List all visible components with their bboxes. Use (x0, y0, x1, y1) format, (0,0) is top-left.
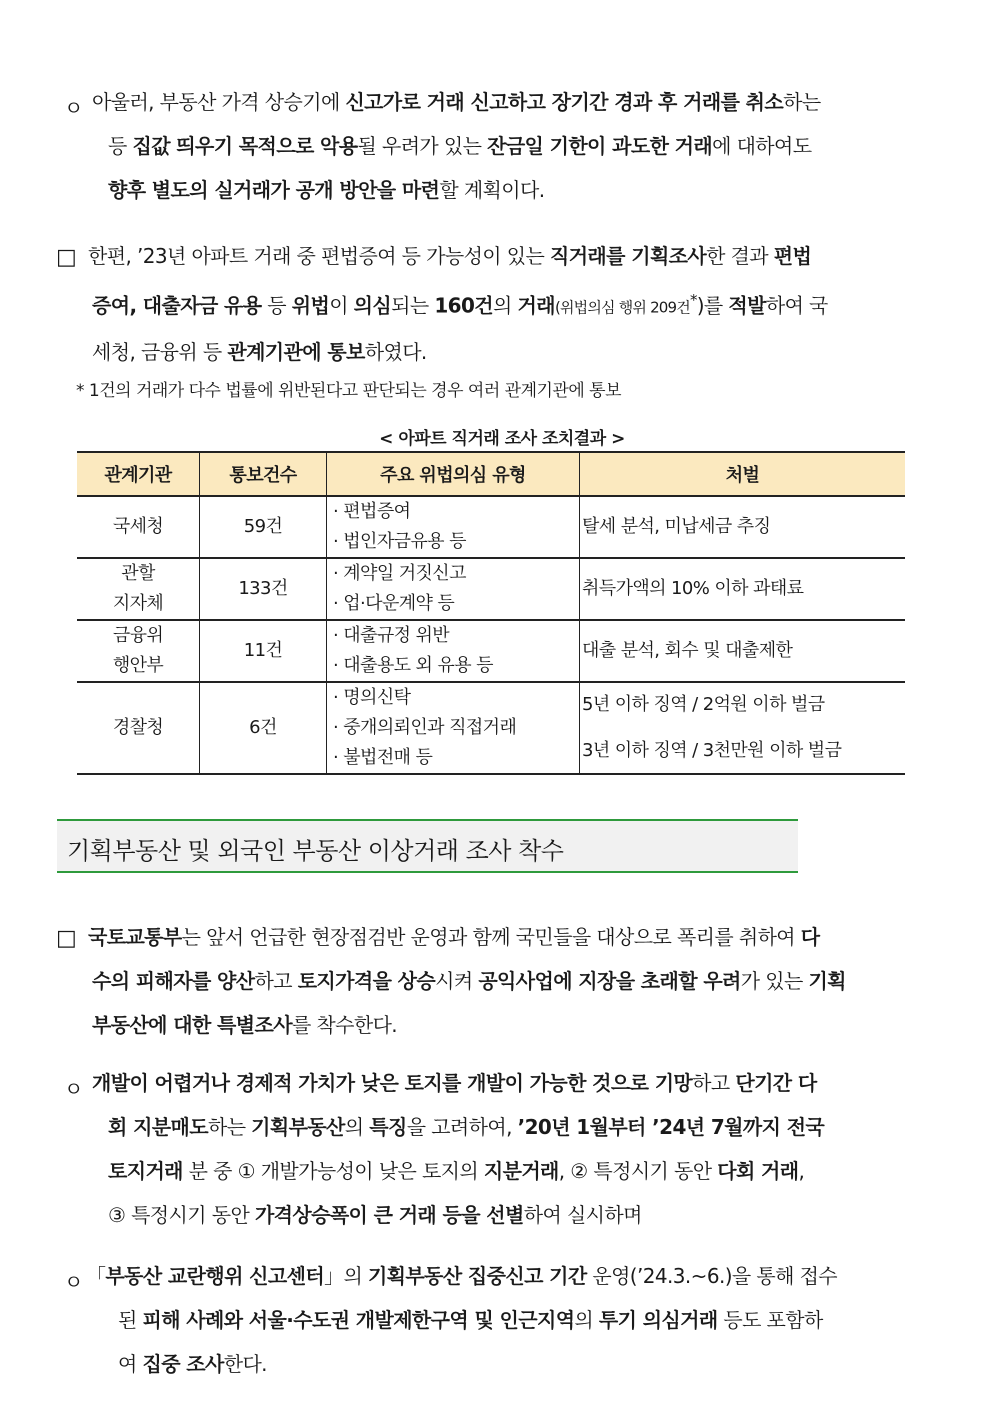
cell-types-line: · 편법증여 (333, 501, 411, 522)
text-line: 한편, ’23년 아파트 거래 중 편법증여 등 가능성이 있는 직거래를 기획조사한 결과 편법 (88, 244, 812, 268)
cell-agency-line: 국세청 (112, 516, 164, 537)
cell-types-line: · 업·다운계약 등 (333, 593, 455, 614)
cell-agency-line: 지자체 (112, 593, 164, 614)
paragraph-special-survey (88, 915, 820, 959)
circle-bullet: ㅇ (64, 1270, 84, 1294)
cell-agency (77, 496, 200, 558)
cell-agency-line: 금융위 (112, 625, 164, 646)
cell-agency-line: 관할 (121, 563, 155, 584)
paragraph-special-survey-cont (92, 959, 846, 1047)
square-bullet: □ (56, 926, 77, 951)
header-types: 주요 위법의심 유형 (327, 452, 580, 496)
paragraph-planned-realestate-cont (108, 1105, 824, 1237)
cell-count: 11건 (200, 620, 327, 682)
text-line: 국토교통부는 앞서 언급한 현장점검반 운영과 함께 국민들을 대상으로 폭리를 취하여 다 (88, 925, 820, 949)
cell-agency (77, 682, 200, 774)
circle-bullet: ㅇ (64, 1077, 84, 1101)
cell-count: 6건 (200, 682, 327, 774)
cell-agency (77, 620, 200, 682)
text-line: 수의 피해자를 양산하고 토지가격을 상승시켜 공익사업에 지장을 초래할 우려가 있는 기획 (92, 969, 846, 993)
table-row (77, 682, 905, 774)
paragraph-resale-cancel-cont (108, 124, 811, 212)
cell-types-line: · 대출규정 위반 (333, 625, 450, 646)
paragraph-direct-trade-survey-cont (92, 278, 828, 374)
cell-agency-line: 경찰청 (112, 717, 164, 738)
table-row (77, 496, 905, 558)
table-row (77, 620, 905, 682)
cell-penalty (580, 682, 906, 774)
header-count: 통보건수 (200, 452, 327, 496)
paragraph-planned-realestate (92, 1061, 817, 1105)
footnote: * 1건의 거래가 다수 법률에 위반된다고 판단되는 경우 여러 관계기관에 통보 (76, 381, 622, 401)
paragraph-direct-trade-survey (88, 234, 811, 278)
cell-penalty (580, 496, 906, 558)
paragraph-report-center (86, 1254, 837, 1298)
cell-types-line: · 중개의뢰인과 직접거래 (333, 717, 517, 738)
result-table (77, 451, 905, 775)
cell-agency-line: 행안부 (112, 655, 164, 676)
text-line: 토지거래 분 중 ① 개발가능성이 낮은 토지의 지분거래, ② 특정시기 동안 다회 거래, (108, 1159, 805, 1183)
cell-types (327, 620, 580, 682)
text-line: 아울러, 부동산 가격 상승기에 신고가로 거래 신고하고 장기간 경과 후 거래를 취소하는 (92, 90, 821, 114)
text-line: 「부동산 교란행위 신고센터」의 기획부동산 집중신고 기간 운영(’24.3.~6.)을 통해 접수 (86, 1264, 838, 1288)
text-line: 증여, 대출자금 유용 등 위법이 의심되는 160건의 거래(위법의심 행위 209건*)를 적발하여 국 (92, 291, 828, 318)
text-line: 부동산에 대한 특별조사를 착수한다. (92, 1013, 398, 1037)
cell-penalty-line: 탈세 분석, 미납세금 추징 (582, 516, 771, 537)
text-line: 세청, 금융위 등 관계기관에 통보하였다. (92, 339, 427, 364)
text-line: 회 지분매도하는 기획부동산의 특징을 고려하여, ’20년 1월부터 ’24년 7월까지 전국 (108, 1115, 825, 1139)
circle-bullet: ㅇ (64, 96, 84, 120)
cell-types-line: · 법인자금유용 등 (333, 531, 466, 552)
text-line: ③ 특정시기 동안 가격상승폭이 큰 거래 등을 선별하여 실시하며 (108, 1203, 642, 1227)
section-title: 기획부동산 및 외국인 부동산 이상거래 조사 착수 (67, 837, 564, 865)
cell-penalty-line: 5년 이하 징역 / 2억원 이하 벌금 (582, 694, 825, 715)
paragraph-report-center-cont (118, 1298, 823, 1386)
cell-penalty (580, 558, 906, 620)
paragraph-resale-cancel (92, 80, 821, 124)
table-row (77, 558, 905, 620)
table-caption: < 아파트 직거래 조사 조치결과 > (379, 429, 625, 449)
cell-count: 133건 (200, 558, 327, 620)
cell-penalty-line: 3년 이하 징역 / 3천만원 이하 벌금 (582, 740, 842, 761)
cell-types-line: · 명의신탁 (333, 687, 411, 708)
header-penalty: 처벌 (580, 452, 906, 496)
cell-penalty-line: 취득가액의 10% 이하 과태료 (582, 578, 804, 599)
cell-count: 59건 (200, 496, 327, 558)
text-line: 된 피해 사례와 서울·수도권 개발제한구역 및 인근지역의 투기 의심거래 등도 포함하 (118, 1308, 823, 1332)
cell-types (327, 682, 580, 774)
text-line: 여 집중 조사한다. (118, 1352, 267, 1376)
cell-types-line: · 불법전매 등 (333, 747, 433, 768)
text-line: 개발이 어렵거나 경제적 가치가 낮은 토지를 개발이 가능한 것으로 기망하고 단기간 다 (92, 1071, 817, 1095)
square-bullet: □ (56, 245, 77, 270)
text-line: 향후 별도의 실거래가 공개 방안을 마련할 계획이다. (108, 178, 545, 202)
text-line: 등 집값 띄우기 목적으로 악용될 우려가 있는 잔금일 기한이 과도한 거래에 대하여도 (108, 134, 812, 158)
cell-types (327, 558, 580, 620)
section-heading-box (57, 819, 798, 873)
table-body (77, 496, 905, 774)
table-header-row (77, 452, 905, 496)
header-agency: 관계기관 (77, 452, 200, 496)
cell-agency (77, 558, 200, 620)
cell-types (327, 496, 580, 558)
cell-penalty-line: 대출 분석, 회수 및 대출제한 (582, 640, 793, 661)
cell-types-line: · 대출용도 외 유용 등 (333, 655, 493, 676)
cell-types-line: · 계약일 거짓신고 (333, 563, 466, 584)
cell-penalty (580, 620, 906, 682)
